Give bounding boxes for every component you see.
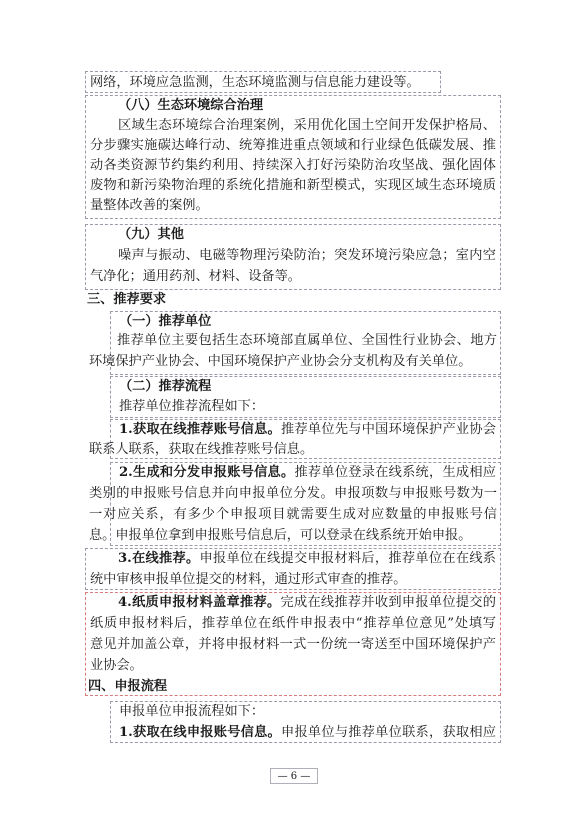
subsection-recommend-process (110, 376, 501, 418)
subsection-heading-one: （一）推荐单位 (119, 314, 212, 329)
paragraph-line: 统中审核申报单位提交的材料，通过形式审查的推荐。 (90, 572, 407, 587)
paragraph-line: 区域生态环境综合治理案例，采用优化国土空间开发保护格局、 (118, 118, 496, 133)
paragraph-line: 息。申报单位拿到申报账号信息后，可以登录在线系统开始申报。 (89, 528, 472, 543)
paragraph-line: 业协会。 (90, 658, 143, 673)
step-title: 3.在线推荐。 (118, 551, 200, 566)
paragraph-line (111, 421, 500, 439)
paragraph-line: 推荐单位主要包括生态环境部直属单位、全国性行业协会、地方 (117, 333, 497, 348)
paragraph-line (86, 550, 500, 568)
paragraph-line: 一对应关系，有多少个申报项目就需要生成对应数量的申报账号信 (89, 507, 497, 522)
paragraph-line: 动各类资源节约集约利用、持续深入打好污染防治攻坚战、强化固体 (90, 158, 496, 173)
step-text: 申报单位在线提交申报材料后，推荐单位在在线系 (199, 551, 496, 566)
section-heading-eight: （八）生态环境综合治理 (118, 98, 264, 113)
step-text: 完成在线推荐并收到申报单位提交的 (280, 595, 496, 610)
section-heading-nine: （九）其他 (118, 227, 184, 242)
paragraph-line: 气净化；通用药剂、材料、设备等。 (90, 269, 301, 284)
page-number: — 6 — (270, 768, 318, 784)
paragraph-line: 环境保护产业协会、中国环境保护产业协会分支机构及有关单位。 (89, 354, 472, 369)
paragraph-line: 联系人联系，获取在线推荐账号信息。 (89, 442, 314, 457)
application-process-block (110, 701, 501, 743)
paragraph-line (86, 594, 500, 612)
paragraph-line (111, 464, 500, 482)
paragraph-line: 网络，环境应急监测，生态环境监测与信息能力建设等。 (90, 75, 420, 90)
paragraph-line: 申报单位申报流程如下： (119, 704, 265, 719)
paragraph-line: 纸质申报材料后，推荐单位在纸件申报表中“推荐单位意见”处填写 (90, 616, 496, 631)
section-eight-block (85, 95, 501, 219)
text-block-carryover (85, 71, 441, 93)
paragraph-line: 意见并加盖公章，并将申报材料一式一份统一寄送至中国环境保护产 (90, 637, 496, 652)
step-text: 推荐单位登录在线系统，生成相应 (294, 465, 496, 480)
paragraph-line: 量整体改善的案例。 (90, 198, 209, 213)
paragraph-line: 废物和新污染物治理的系统化措施和新型模式，实现区域生态环境质 (90, 178, 496, 193)
paragraph-line: 推荐单位推荐流程如下： (119, 399, 265, 414)
step-one-continuation (85, 440, 501, 460)
paragraph-line: 噪声与振动、电磁等物理污染防治；突发环境污染应急；室内空 (118, 248, 496, 263)
step-text: 申报单位与推荐单位联系，获取相应 (281, 725, 496, 740)
chapter-heading-block (85, 290, 205, 310)
section-nine-block (85, 224, 501, 290)
step-four-block (85, 592, 501, 696)
paragraph-line: 类别的申报账号信息并向申报单位分发。申报项数与申报账号数为一 (89, 486, 497, 501)
step-three-block (85, 548, 501, 590)
subsection-heading-two: （二）推荐流程 (119, 379, 212, 394)
step-title: 4.纸质申报材料盖章推荐。 (118, 595, 281, 610)
step-title: 1.获取在线申报账号信息。 (119, 725, 282, 740)
chapter-heading-three: 三、推荐要求 (87, 292, 167, 307)
step-text: 推荐单位先与中国环境保护产业协会 (281, 422, 496, 437)
step-title: 2.生成和分发申报账号信息。 (119, 465, 295, 480)
chapter-heading-four: 四、申报流程 (88, 679, 168, 694)
step-title: 1.获取在线推荐账号信息。 (119, 422, 282, 437)
step-two-continuation (85, 484, 501, 546)
paragraph-line (111, 724, 500, 742)
recommending-units-text (85, 331, 501, 375)
paragraph-line: 分步骤实施碳达峰行动、统筹推进重点领域和行业绿色低碳发展、推 (90, 138, 496, 153)
